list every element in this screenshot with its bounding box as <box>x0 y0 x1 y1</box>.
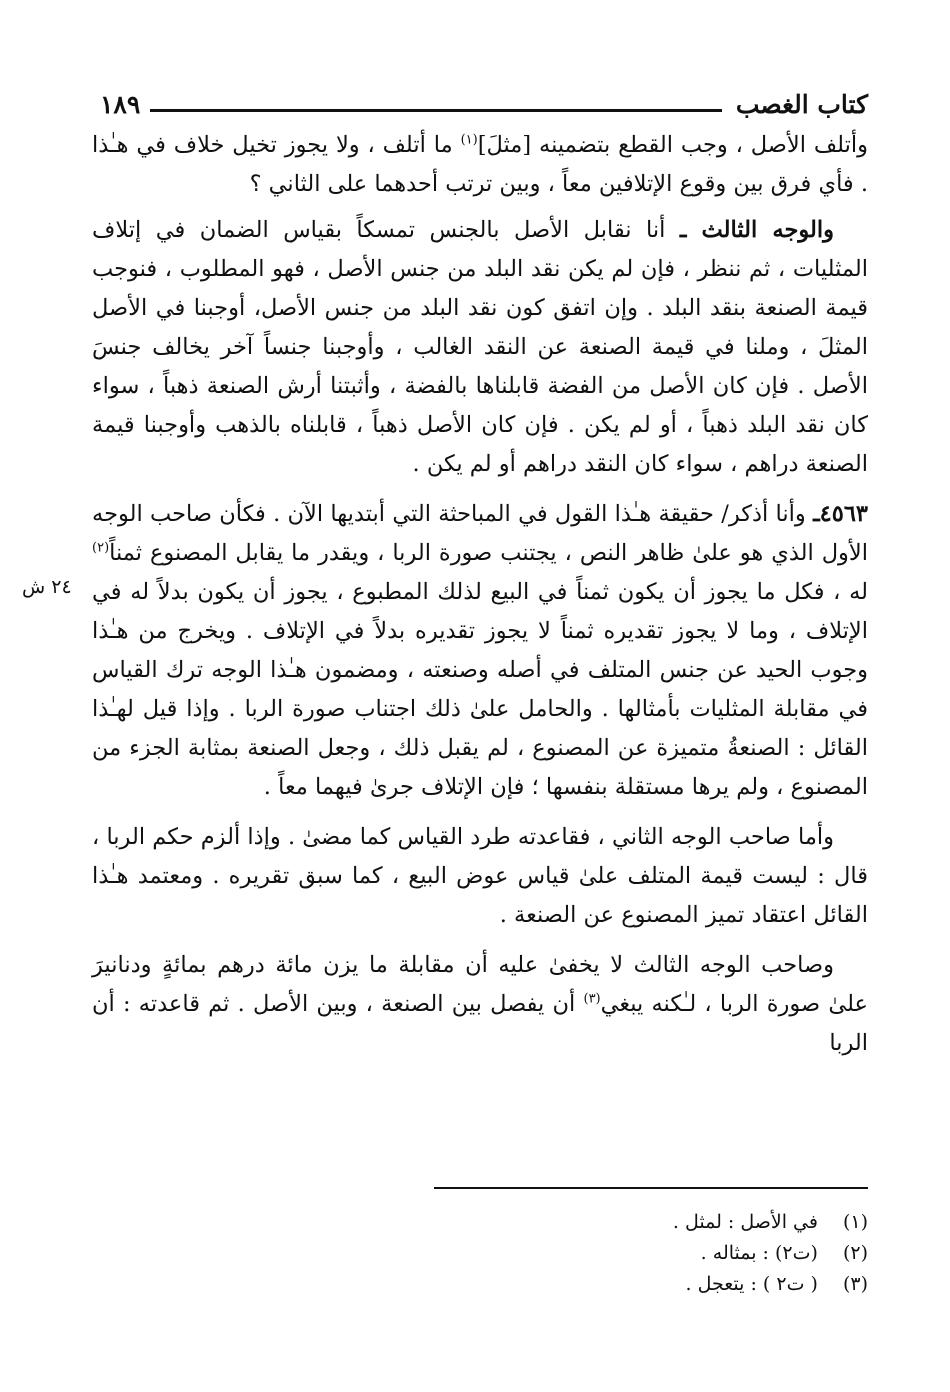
footnote-rule <box>434 1187 868 1189</box>
text-segment: ما أتلف ، ولا يجوز تخيل خلاف في هـٰذا . فأي فرق بين وقوع الإتلافين معاً ، وبين ترتب أحدهما على الثاني ؟ <box>92 132 868 197</box>
paragraph-lead: والوجه الثالث ـ <box>679 217 834 243</box>
footnote-number: (٣) <box>842 1273 868 1295</box>
footnote-number: (١) <box>842 1211 868 1233</box>
footnotes <box>268 1207 868 1300</box>
chapter-title: كتاب الغصب <box>735 89 868 119</box>
text-segment: وأتلف الأصل ، وجب القطع بتضمينه [مثلَ] <box>477 132 868 158</box>
footnote-text: ( ت٢ ) : يتعجل . <box>685 1273 818 1295</box>
footnote <box>268 1207 868 1238</box>
header-rule <box>150 109 722 112</box>
paragraph <box>92 211 868 484</box>
text-segment: أن يفصل بين الصنعة ، وبين الأصل . ثم قاعدته : أن الربا <box>92 991 868 1056</box>
running-header <box>100 84 868 124</box>
footnote-number: (٢) <box>842 1242 868 1264</box>
footnote <box>268 1269 868 1300</box>
main-text <box>92 126 868 1074</box>
text-segment: أنا نقابل الأصل بالجنس تمسكاً بقياس الضمان في إتلاف المثليات ، ثم ننظر ، فإن لم يكن نقد البلد من جنس الأصل ، فهو المطلوب ، فنوجب قيمة الصنعة بنقد البلد . وإن اتفق كون نقد البلد من جنس الأصل، أوجبنا في الأصل المثلَ ، وملنا في قيمة الصنعة عن النقد الغالب ، وأوجبنا جنساً آخر يخالف جنسَ الأصل . فإن كان الأصل من الفضة قابلناها بالفضة ، وأثبتنا أرش الصنعة ذهباً ، سواء كان نقد البلد ذهباً ، أو لم يكن . فإن كان الأصل ذهباً ، قابلناه بالذهب وأوجبنا قيمة الصنعة دراهم ، سواء كان النقد دراهم أو لم يكن . <box>92 217 868 477</box>
text-segment: وصاحب الوجه الثالث لا يخفىٰ عليه أن مقابلة ما يزن مائة درهم بمائةٍ ودنانيرَ علىٰ صورة الربا ، لـٰكنه يبغي <box>92 952 868 1017</box>
paragraph <box>92 946 868 1063</box>
footnote-marker: (٢) <box>92 540 110 556</box>
text-segment: وأنا أذكر/ حقيقة هـٰذا القول في المباحثة التي أبتديها الآن . فكأن صاحب الوجه الأول الذي هو علىٰ ظاهر النص ، يجتنب صورة الربا ، ويقدر ما يقابل المصنوع ثمناً <box>92 501 868 566</box>
paragraph-number: ٤٥٦٣ـ <box>813 501 868 527</box>
footnote-marker: (٣) <box>583 991 601 1007</box>
paragraph <box>92 126 868 204</box>
text-segment: وأما صاحب الوجه الثاني ، فقاعدته طرد القياس كما مضىٰ . وإذا ألزم حكم الربا ، قال : ليست قيمة المتلف علىٰ قياس عوض البيع ، كما سبق تقريره . ومعتمد هـٰذا القائل اعتقاد تميز المصنوع عن الصنعة . <box>92 824 868 928</box>
text-segment: له ، فكل ما يجوز أن يكون ثمناً في البيع لذلك المطبوع ، يجوز أن يكون بدلاً له في الإتلاف ، وما لا يجوز تقديره ثمناً لا يجوز تقديره بدلاً في الإتلاف . ويخرج من هـٰذا وجوب الحيد عن جنس المتلف في أصله وصنعته ، ومضمون هـٰذا الوجه ترك القياس في مقابلة المثليات بأمثالها . والحامل علىٰ ذلك اجتناب صورة الربا . وإذا قيل لهـٰذا القائل : الصنعةُ متميزة عن المصنوع ، لم يقبل ذلك ، وجعل الصنعة بمثابة الجزء من المصنوع ، ولم يرها مستقلة بنفسها ؛ فإن الإتلاف جرىٰ فيهما معاً . <box>92 579 868 800</box>
page-number: ١٨٩ <box>100 89 141 119</box>
paragraph <box>92 495 868 807</box>
paragraph <box>92 818 868 935</box>
margin-note: ٢٤ ش <box>22 576 72 598</box>
footnote-marker: (١) <box>460 132 478 148</box>
footnote-text: في الأصل : لمثل . <box>672 1211 818 1233</box>
footnote <box>268 1238 868 1269</box>
footnote-text: (ت٢) : بمثاله . <box>700 1242 818 1264</box>
